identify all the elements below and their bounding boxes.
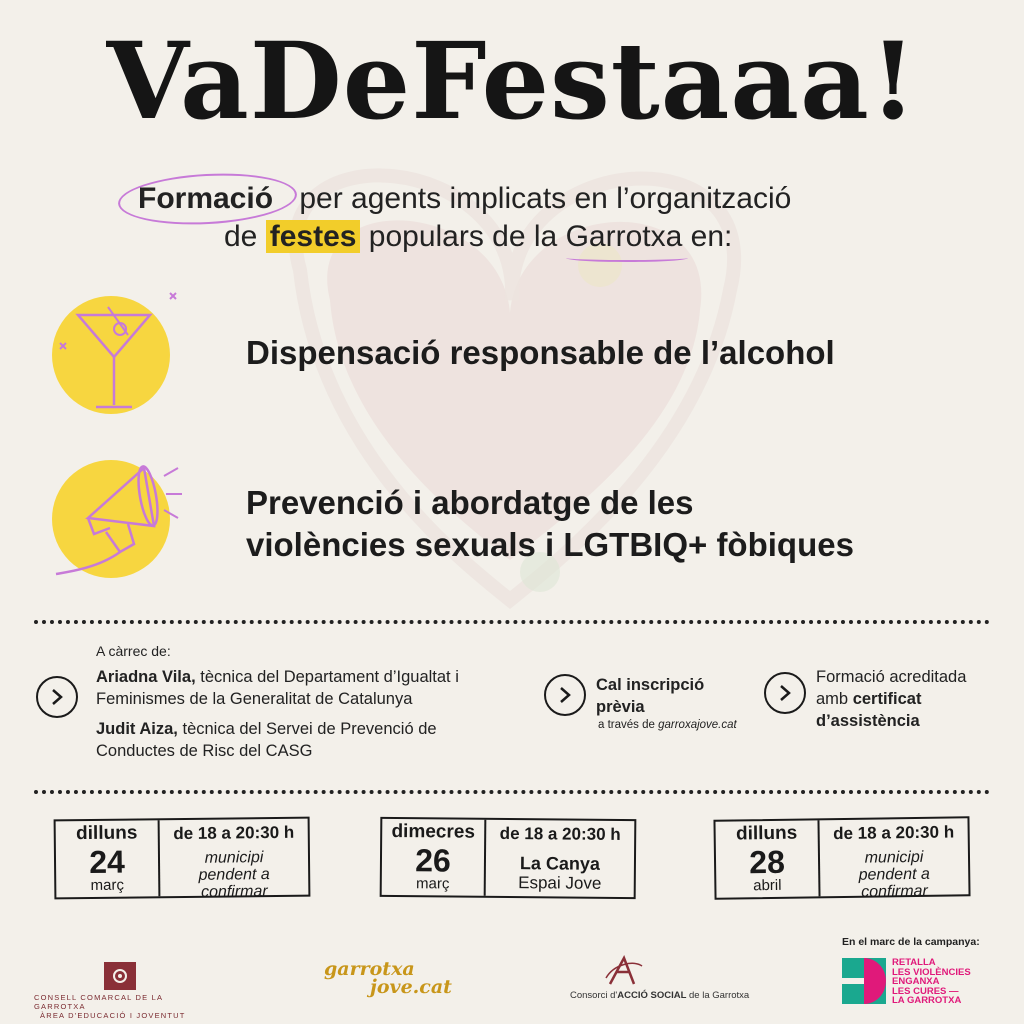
accio-social-bold: ACCIÓ SOCIAL [617,990,687,1001]
speaker-1-name: Ariadna Vila, [96,668,196,686]
topic-violencies-line-1: Prevenció i abordatge de les [246,484,694,521]
topic-violencies [246,482,1006,566]
session-3-place-2: pendent a [858,865,930,884]
topic-alcohol: Dispensació responsable de l’alcohol [246,334,835,371]
garrotxa-jove-line-1: garrotxa [324,958,415,980]
consell-line-2: ÀREA D'EDUCACIÓ I JOVENTUT [40,1011,186,1020]
registration-info [596,674,776,732]
campaign-line-3: ENGANXA [892,976,940,988]
session-3-hours: de 18 a 20:30 h [833,822,955,844]
accreditation-line-1: Formació acreditada [816,668,967,686]
subtitle-pre-2: de [224,220,266,253]
subtitle [120,180,920,256]
speaker-1 [96,666,536,710]
topic-violencies-line-2: violències sexuals i LGTBIQ+ fòbiques [246,526,854,563]
campaign-label: En el marc de la campanya: [842,936,980,948]
subtitle-festes: festes [266,220,361,253]
accreditation-line-2-pre: amb [816,690,853,708]
accio-social-logo-mark [604,954,644,988]
speaker-2-role-2: Conductes de Risc del CASG [96,742,313,760]
page-title: VaDeFestaaa! [106,18,918,143]
accreditation-line-2-bold: certificat [852,690,922,708]
session-2-day: dimecres [391,820,476,843]
accio-social-post: de la Garrotxa [686,990,750,1001]
speaker-2-role-1: tècnica del Servei de Prevenció de [177,720,437,738]
divider-dotted [34,620,990,624]
subtitle-rest-1: per agents implicats en l’organització [291,182,792,215]
session-card-2 [380,817,637,899]
session-card-3 [713,816,970,900]
session-1-place-2: pendent a [198,866,270,884]
subtitle-formacio: Formació [120,180,291,218]
subtitle-mid-2: populars de la [360,220,566,253]
registration-line-1: Cal inscripció [596,676,705,694]
subtitle-end-2: en: [682,220,733,253]
consell-line-1: CONSELL COMARCAL DE LA GARROTXA [34,993,163,1011]
chevron-right-icon [36,676,78,718]
subtitle-line-1 [120,180,920,218]
session-2-date: 26 [415,842,451,879]
campaign-logo-mark [842,958,886,1004]
speaker-1-role-1: tècnica del Departament d’Igualtat i [195,668,459,686]
session-1-month: març [90,876,125,894]
campaign-line-5: LA GARROTXA [892,995,962,1007]
subtitle-line-2 [120,218,920,256]
garrotxa-jove-line-2: jove.cat [370,976,452,998]
session-1-place-1: municipi [204,849,264,867]
session-1-date: 24 [89,843,126,880]
megaphone-icon [48,448,188,588]
chevron-right-icon [544,674,586,716]
session-2-month: març [416,875,450,893]
session-3-date: 28 [749,843,786,881]
consell-comarcal-logo [104,962,136,990]
session-1-place-3: confirmar [200,883,268,901]
registration-line-2: prèvia [596,698,645,716]
campaign-line-1: RETALLA [892,957,936,968]
speaker-2-name: Judit Aiza, [96,720,178,738]
session-3-place-3: confirmar [861,882,928,901]
campaign-text [892,958,971,1006]
registration-site-link[interactable]: garroxajove.cat [658,719,737,731]
session-1-day: dilluns [76,822,138,845]
a-carrec-label: A càrrec de: [96,643,171,659]
campaign-line-2: LES VIOLÈNCIES [892,966,971,978]
accreditation-line-3: d’assistència [816,712,920,730]
session-3-month: abril [753,876,782,895]
accreditation-info [816,666,1016,732]
cocktail-glass-icon [50,285,180,425]
garrotxa-jove-logo [324,960,452,996]
session-2-place: La Canya [519,853,601,874]
accio-social-pre: Consorci d' [570,990,618,1001]
registration-via: a través de [598,719,659,731]
session-3-place-1: municipi [864,848,924,867]
campaign-line-4: LES CURES — [892,985,959,997]
session-card-1 [54,817,311,900]
chevron-right-icon [764,672,806,714]
speaker-2 [96,718,536,762]
session-3-day: dilluns [735,822,798,845]
consell-comarcal-text [34,993,214,1020]
divider-dotted [34,790,990,794]
subtitle-garrotxa: Garrotxa [566,218,683,256]
accio-social-text [570,990,749,1001]
session-1-hours: de 18 a 20:30 h [173,822,295,844]
session-2-place-sub: Espai Jove [518,873,602,893]
speaker-1-role-2: Feminismes de la Generalitat de Catalunya [96,690,413,708]
session-2-hours: de 18 a 20:30 h [499,823,621,844]
